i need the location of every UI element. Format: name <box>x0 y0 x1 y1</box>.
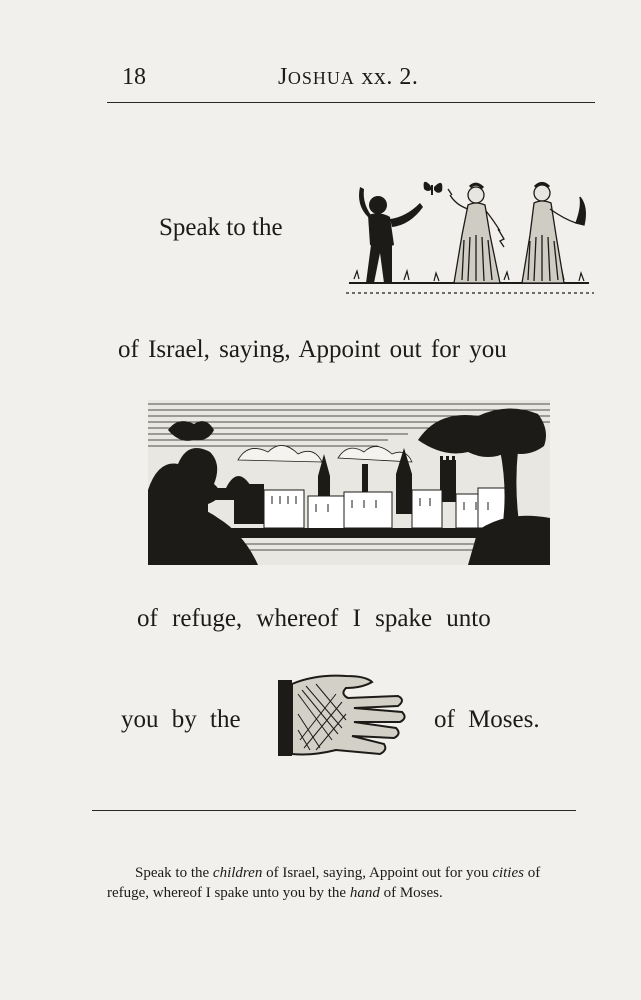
running-head-initial: J <box>278 64 288 90</box>
rebus-line-1: Speak to the <box>159 214 283 241</box>
running-head-smallcaps: OSHUA <box>287 68 355 88</box>
hand-engraving-icon <box>276 670 408 764</box>
footnote-italic-children: children <box>212 865 263 881</box>
rebus-line-2: of Israel, saying, Appoint out for you <box>118 336 507 363</box>
footnote-segment: of refuge, whereof I spake unto you by the <box>107 865 541 901</box>
header-rule <box>107 102 595 103</box>
footnote-italic-cities: cities <box>492 865 524 881</box>
running-head <box>278 64 418 91</box>
running-head-chapter: xx. 2. <box>354 64 419 90</box>
rebus-line-4-before: you by the <box>121 706 241 733</box>
footnote-rule <box>92 810 576 811</box>
cities-engraving-icon <box>148 400 550 565</box>
footnote-italic-hand: hand <box>349 885 380 901</box>
rebus-line-3: of refuge, whereof I spake unto <box>137 605 491 632</box>
rebus-line-4-after: of Moses. <box>434 706 540 733</box>
page-number: 18 <box>122 64 146 90</box>
footnote-segment: Speak to the <box>135 865 213 881</box>
footnote-segment: of Moses. <box>379 885 443 901</box>
footnote-text <box>107 863 577 903</box>
children-engraving-icon <box>344 175 596 300</box>
footnote-segment: of Israel, saying, Appoint out for you <box>262 865 493 881</box>
